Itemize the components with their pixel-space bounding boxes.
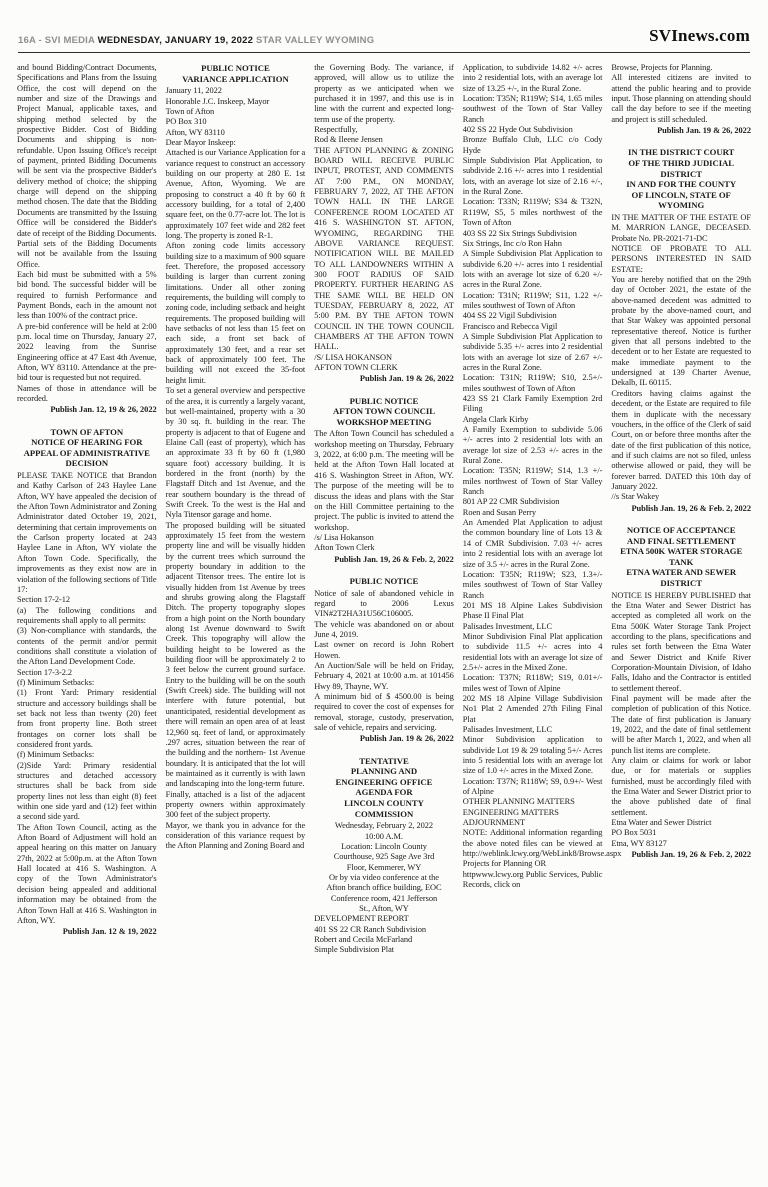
- notice-heading: TOWN OF AFTON NOTICE OF HEARING FOR APPEAL OF ADMINISTRATIVE DECISION: [23, 426, 150, 469]
- notice-paragraph: Minor Subdivision Final Plat application to subdivide 11.5 +/- acres into 4 residential lots with an average lot size of 2.5+/- acres in the Mixed Zone.: [462, 631, 603, 672]
- notice-heading: PUBLIC NOTICE VARIANCE APPLICATION: [182, 63, 289, 84]
- notice-paragraph: Angela Clark Kirby: [462, 414, 529, 424]
- notice-paragraph: httpwww.lcwy.org Public Services, Public Records, click on: [462, 869, 603, 890]
- masthead-region: STAR VALLEY WYOMING: [253, 35, 375, 46]
- notice-paragraph: Simple Subdivision Plat Application, to subdivide 2.16 +/- acres into 1 residential lots, with an average lot size of 2.16 +/-, in the Rural Zone.: [462, 156, 603, 197]
- notice-paragraph: /S/ LISA HOKANSON: [314, 352, 392, 362]
- notice-paragraph: Roen and Susan Perry: [462, 507, 536, 517]
- notice-paragraph: PLEASE TAKE NOTICE that Brandon and Kathy Carlson of 243 Haylee Lane Afton, WY have appealed the decision of the Afton Town Administrator and Zoning Administrator dated October 19, 2021, determining that certain improvements on the Carlson property located at 243 Haylee Lane in Afton, WY violate the Afton Town Code. Specifically, the improvements as they exist now are in violation of the following sections of Title 17:: [17, 471, 157, 594]
- publish-line: Publish Jan. 19, 26 & Feb. 2, 2022: [334, 554, 454, 564]
- notice-paragraph: Each bid must be submitted with a 5% bid bond. The successful bidder will be required to furnish Performance and Payment Bonds, each in the amount not less than 100% of the contract price.: [17, 269, 157, 321]
- publish-line: Publish Jan. 19, 26 & Feb. 2, 2022: [631, 850, 751, 860]
- notice-paragraph: Location: T35N; R119W; S14, 1.65 miles southwest of the Town of Star Valley Ranch: [462, 94, 603, 124]
- notice-paragraph: the Governing Body. The variance, if approved, will allow us to utilize the property as we anticipated when we purchased it in 1997, and this use is in line with the current and expected long-term use of the property.: [314, 63, 454, 124]
- notice-paragraph: Honorable J.C. Inskeep, Mayor: [165, 96, 270, 106]
- notice-paragraph: NOTICE OF PROBATE TO ALL PERSONS INTERESTED IN SAID ESTATE:: [611, 244, 751, 274]
- notice-paragraph: Location: T33N; R119W; S34 & T32N, R119W, S5, 5 miles northwest of the Town of Afton: [462, 197, 603, 228]
- notice-paragraph: Afton, WY 83110: [165, 127, 225, 137]
- notice-paragraph: 423 SS 21 Clark Family Exemption 2rd Filing: [462, 394, 603, 414]
- notice-heading: PUBLIC NOTICE AFTON TOWN COUNCIL WORKSHOP MEETING: [333, 395, 435, 427]
- notice-paragraph: PO Box 5031: [611, 828, 657, 838]
- masthead-left: [18, 35, 374, 46]
- notice-paragraph: ENGINEERING MATTERS: [462, 807, 559, 817]
- publish-line: Publish Jan. 19 & 26, 2022: [657, 126, 751, 136]
- notice-paragraph: Final payment will be made after the completion of publication of this Notice. The date of first publication is January 19, 2022, and the date of final settlement will be after March 1, 2022, and when all punch list items are complete.: [611, 693, 751, 755]
- notice-paragraph: Minor Subdivision application to subdivide Lot 19 & 29 totaling 5+/- Acres into 5 residential lots with an average lot size of 1.0 +/- acres in the Mixed Zone.: [462, 735, 603, 776]
- notice-paragraph: NOTICE IS HEREBY PUBLISHED that the Etna Water and Sewer District has accepted as completed all work on the Etna 500K Water Storage Tank Project according to the plans, specifications and rules set forth between the Etna Water and Sewer District and Knife River Corporation-Mountain Division, of Idaho Falls, Idaho and the Contractor is entitled to settlement thereof.: [611, 590, 751, 693]
- notice-heading: NOTICE OF ACCEPTANCE AND FINAL SETTLEMENT ETNA 500K WATER STORAGE TANK ETNA WATER AND SEWER DISTRICT: [620, 524, 743, 588]
- notice-paragraph: Francisco and Rebecca Vigil: [462, 321, 558, 331]
- notice-paragraph: Afton zoning code limits accessory building size to a maximum of 900 square feet. Therefore, the proposed accessory building is larger than current zoning limitations. Under all other zoning requirements, the building will comply to zoning code, including setback and height requirements. The proposed building will have setbacks of not less than 15 feet on each side, a front set back of approximately 130 feet, and a rear set back of approximately 100 feet. The building will not exceed the 35-foot height limit.: [165, 241, 306, 385]
- notice-paragraph: Dear Mayor Inskeep:: [165, 137, 236, 147]
- notice-paragraph: Names of those in attendance will be recorded.: [17, 383, 157, 403]
- notice-paragraph: Creditors having claims against the decedent, or the Estate are required to file them in duplicate with the necessary vouchers, in the office of the Clerk of said Court, on or before three months after the date of the first publication of this notice, and if such claims are not so filed, unless otherwise allowed or paid, they will be forever barred. DATED this 10th day of January 2022.: [611, 388, 751, 491]
- notice-paragraph: Etna Water and Sewer District: [611, 818, 712, 828]
- publish-line: Publish Jan. 12 & 19, 2022: [62, 927, 157, 937]
- notice-paragraph: 202 MS 18 Alpine Village Subdivision No1 Plat 2 Amended 27th Filing Final Plat: [462, 693, 603, 724]
- notice-paragraph: 801 AP 22 CMR Subdivision: [462, 497, 560, 507]
- masthead-date: WEDNESDAY, JANUARY 19, 2022: [97, 35, 254, 46]
- notice-paragraph: Etna, WY 83127: [611, 838, 667, 848]
- notice-paragraph: PO Box 310: [165, 117, 207, 127]
- notice-paragraph: Town of Afton: [165, 106, 215, 116]
- notice-paragraph: DEVELOPMENT REPORT: [314, 914, 409, 924]
- notice-paragraph: Any claim or claims for work or labor due, or for materials or supplies furnished, must be accordingly filed with the Etna Water and Sewer District prior to the above published date of final settlement.: [611, 756, 751, 817]
- notice-paragraph: (f) Minimum Setbacks:: [17, 677, 95, 687]
- notice-paragraph: The Afton Town Council, acting as the Afton Board of Adjustment will hold an appeal hearing on this matter on January 27th, 2022 at 5:00p.m. at the Afton Town Hall located at 416 S. Washington. A copy of the Town Administrator's decision being appealed and additional information may be obtained from the Afton Town Hall at 416 S. Washington in Afton, WY.: [17, 822, 157, 925]
- column-4: [462, 63, 622, 891]
- notice-paragraph: NOTE: Additional information regarding the above noted files can be viewed at http://weblink.lcwy.org/WebLink8/Browse.aspx Projects for Planning OR: [462, 828, 622, 869]
- notice-paragraph: Section 17-3-2.2: [17, 667, 73, 677]
- notice-paragraph: The vehicle was abandoned on or about June 4, 2019.: [314, 619, 454, 639]
- notice-paragraph: ADJOURNMENT: [462, 818, 526, 828]
- notice-paragraph: A pre-bid conference will be held at 2:00 p.m. local time on Thursday, January 27, 2022 leaving from the Sunrise Engineering office at 47 East 4th Avenue, Afton, WY 83110. Attendance at the pre-bid tour is requested but not required.: [17, 321, 157, 383]
- notice-paragraph: Last owner on record is John Robert Howen.: [314, 640, 454, 660]
- notice-paragraph: Section 17-2-12: [17, 595, 70, 605]
- notice-paragraph: AFTON TOWN CLERK: [314, 362, 398, 372]
- masthead-site-logo: SVInews.com: [649, 26, 750, 45]
- column-3: [314, 63, 454, 956]
- notice-paragraph: IN THE MATTER OF THE ESTATE OF M. MARRION LANGE, DECEASED. Probate No. PR-2021-71-DC: [611, 212, 751, 243]
- notice-paragraph: (f) Minimum Setbacks:: [17, 750, 95, 760]
- notice-paragraph: OTHER PLANNING MATTERS: [462, 797, 575, 807]
- notice-paragraph: 201 MS 18 Alpine Lakes Subdivision Phase II Final Plat: [462, 600, 603, 621]
- notice-paragraph: THE AFTON PLANNING & ZONING BOARD WILL RECEIVE PUBLIC INPUT, PROTEST, AND COMMENTS AT 7:00 P.M., ON MONDAY, FEBRUARY 7, 2022, AT THE AFTON TOWN HALL IN THE LARGE CONFERENCE ROOM LOCATED AT 416 S. WASHINGTON ST. AFTON, WYOMING, REGARDING THE ABOVE VARIANCE REQUEST. NOTIFICATION WILL BE MAILED TO ALL LANDOWNERS WITHIN A 300 FOOT RADIUS OF SAID PROPERTY. FURTHER HEARING AS THE SAME WILL BE HELD ON TUESDAY, FEBRUARY 8, 2022, AT 5:00 P.M. BY THE AFTON TOWN COUNCIL IN THE TOWN COUNCIL CHAMBERS AT THE AFTON TOWN HALL.: [314, 145, 454, 352]
- notice-paragraph: Notice of sale of abandoned vehicle in regard to 2006 Lexus VIN#2T2HA31U56C106005.: [314, 588, 454, 619]
- notice-paragraph: (a) The following conditions and requirements shall apply to all permits:: [17, 605, 157, 625]
- notice-centered-block: Wednesday, February 2, 2022 10:00 A.M. Location: Lincoln County Courthouse, 925 Sage Ave 3rd Floor, Kemmerer, WY Or by via video conference at the Afton branch office building, EOC Conference room, 421 Jefferson St., Afton, WY: [326, 821, 442, 913]
- notice-paragraph: All interested citizens are invited to attend the public hearing and to provide input. Those planning on attending should call the day before to see if the meeting and project is still scheduled.: [611, 73, 751, 124]
- notice-paragraph: To set a general overview and perspective of the area, it is currently a largely vacant, but well-maintained, property with a 30 by 30 sq. ft. building in the rear. The property is adjacent to that of Eugene and Elaine Call (east of property), which has an approximate 33 ft by 60 ft (1,980 square foot) accessory building. It is bordered in the front (north) by the Flagstaff Ditch and 1st Avenue, and the rear southern boundary is the thread of Swift Creek. To the west is the Hal and Nyla Titensor garage and home.: [165, 386, 306, 520]
- public-notices-columns: [0, 61, 768, 956]
- notice-paragraph: The Afton Town Council has scheduled a workshop meeting on Thursday, February 3, 2022, at 6:00 p.m. The meeting will be held at the Afton Town Hall located at 416 S. Washington Street in Afton, WY. The purpose of the meeting will be to discuss the ideas and plans with the Star on the Hill Committee pertaining to the project. The public is invited to attend the workshop.: [314, 429, 454, 532]
- column-1: [17, 63, 157, 947]
- notice-paragraph: (3) Non-compliance with standards, the contents of the permit and/or permit conditions shall constitute a violation of the Afton Land Development Code.: [17, 626, 157, 667]
- notice-paragraph: Finally, attached is a list of the adjacent property owners within approximately 300 feet of the subject property.: [165, 789, 306, 820]
- notice-paragraph: An Amended Plat Application to adjust the common boundary line of Lots 13 & 14 of CMR Subdivision. 7.03 +/- acres into 2 residential lots with an average lot size of 3.5 +/- acres in the Rural Zone.: [462, 518, 603, 569]
- publish-line: Publish Jan. 19, 26 & Feb. 2, 2022: [631, 503, 751, 513]
- publish-line: Publish Jan. 12, 19 & 26, 2022: [50, 405, 157, 415]
- notice-paragraph: A minimum bid of $ 4500.00 is being required to cover the cost of expenses for removal, storage, custody, preservation, sale of vehicle, repairs and servicing.: [314, 691, 454, 732]
- masthead-rule: [18, 52, 750, 53]
- notice-paragraph: Application, to subdivide 14.82 +/- acres into 2 residential lots, with an average lot size of 13.25 +/-, in the Rural Zone.: [462, 63, 603, 93]
- notice-paragraph: Afton Town Clerk: [314, 543, 375, 553]
- notice-paragraph: Browse, Projects for Planning.: [611, 63, 713, 72]
- column-5: [611, 63, 751, 869]
- notice-paragraph: Simple Subdivision Plat: [314, 945, 395, 955]
- notice-paragraph: An Auction/Sale will be held on Friday, February 4, 2021 at 10:00 a.m. at 101456 Hwy 89, Thayne, WY.: [314, 660, 454, 691]
- notice-paragraph: Six Strings, Inc c/o Ron Hahn: [462, 238, 562, 248]
- notice-paragraph: Attached is our Variance Application for a variance request to construct an accessory building on our property at 280 E. 1st Avenue, Afton, Wyoming. We are proposing to construct a 40 ft by 60 ft accessory building, for a total of 2,400 square feet, on the 0.77-acre lot. The lot is approximately 107 feet wide and 282 feet long. The property is zoned R-1.: [165, 148, 306, 240]
- notice-paragraph: Bronze Buffalo Club, LLC c/o Cody Hyde: [462, 135, 603, 155]
- notice-paragraph: (1) Front Yard: Primary residential structure and accessory buildings shall be set back not less than twenty (20) feet from front property line. Both street frontages on corner lots shall be considered front yards.: [17, 688, 157, 749]
- page-number-label: 16A - SVI MEDIA: [18, 35, 98, 46]
- notice-paragraph: (2)Side Yard: Primary residential structures and detached accessory structures shall be back from side property lines not less than eight (8) feet within one side yard and (12) feet within a second side yard.: [17, 760, 157, 822]
- notice-paragraph: A Family Exemption to subdivide 5.06 +/- acres into 2 residential lots with an average lot size of 2.53 +/- acres in the Rural Zone.: [462, 425, 603, 466]
- notice-paragraph: You are hereby notified that on the 29th day of October 2021, the estate of the above-named decedent was admitted to probate by the above-named court, and that Star Wakey was appointed personal representative thereof. Notice is further given that all persons indebted to the decedent or to her Estate are requested to make immediate payment to the undersigned at 139 Charter Avenue, Dekalb, IL 60115.: [611, 275, 751, 388]
- notice-heading: TENTATIVE PLANNING AND ENGINEERING OFFICE AGENDA FOR LINCOLN COUNTY COMMISSION: [335, 755, 433, 819]
- notice-heading: PUBLIC NOTICE: [349, 575, 419, 586]
- column-2: [166, 63, 306, 852]
- publish-line: Publish Jan. 19 & 26, 2022: [359, 734, 454, 744]
- notice-heading: IN THE DISTRICT COURT OF THE THIRD JUDICIAL DISTRICT IN AND FOR THE COUNTY OF LINCOLN, STATE OF WYOMING: [626, 147, 737, 211]
- notice-paragraph: 404 SS 22 Vigil Subdivision: [462, 311, 557, 321]
- notice-paragraph: Location: T37N; R118W; S9, 0.9+/- West of Alpine: [462, 776, 603, 797]
- notice-paragraph: Location: T37N; R118W; S19, 0.01+/- miles west of Town of Alpine: [462, 673, 603, 693]
- notice-paragraph: Location: T31N; R119W; S10, 2.5+/- miles southwest of Town of Afton: [462, 373, 603, 393]
- notice-paragraph: //s Star Wakey: [611, 492, 660, 502]
- notice-paragraph: Mayor, we thank you in advance for the consideration of this variance request by the Afton Planning and Zoning Board and: [165, 820, 306, 851]
- notice-paragraph: Palisades Investment, LLC: [462, 725, 553, 734]
- notice-paragraph: 402 SS 22 Hyde Out Subdivision: [462, 125, 573, 135]
- notice-paragraph: Robert and Cecila McFarland: [314, 935, 413, 944]
- notice-paragraph: Location: T31N; R119W; S11, 1.22 +/- miles southwest of Town of Afton: [462, 290, 603, 310]
- notice-paragraph: Location: T35N; R119W; S14, 1.3 +/- miles northwest of Town of Star Valley Ranch: [462, 466, 603, 497]
- notice-paragraph: and bound Bidding/Contract Documents, Specifications and Plans from the Issuing Office, the cost will depend on the number and size of the Drawings and Project Manual, applicable taxes, and shipping method selected by the prospective Bidder. Cost of Bidding Documents and shipping is non-refundable. Upon Issuing Office's receipt of payment, printed Bidding Documents will be sent via the prospective Bidder's delivery method of choice; the shipping charge will depend on the shipping method chosen. The date that the Bidding Documents are transmitted by the Issuing Office will be considered the Bidder's date of receipt of the Bidding Documents. Partial sets of the Bidding Documents will not be available from the Issuing Office.: [17, 63, 157, 269]
- notice-paragraph: January 11, 2022: [165, 86, 222, 96]
- notice-paragraph: Palisades Investment, LLC: [462, 621, 553, 631]
- notice-paragraph: Respectfully,: [314, 125, 358, 135]
- notice-paragraph: /s/ Lisa Hokanson: [314, 532, 374, 542]
- masthead: [0, 0, 768, 50]
- notice-paragraph: A Simple Subdivision Plat Application to subdivide 5.35 +/- acres into 2 residential lots with an average lot size of 2.67 +/- acres in the Rural Zone.: [462, 331, 603, 372]
- notice-paragraph: 401 SS 22 CR Ranch Subdivision: [314, 924, 426, 934]
- notice-paragraph: 403 SS 22 Six Strings Subdivision: [462, 228, 577, 238]
- notice-paragraph: Rod & Ileene Jensen: [314, 135, 383, 145]
- notice-paragraph: A Simple Subdivision Plat Application to subdivide 6.20 +/- acres into 1 residential lots with an average lot size of 6.20 +/- acres in the Rural Zone.: [462, 249, 603, 290]
- publish-line: Publish Jan. 19 & 26, 2022: [359, 374, 454, 384]
- notice-paragraph: The proposed building will be situated approximately 15 feet from the western property line and will be visually hidden by the current trees which surround the property boundary in addition to the adjacent Titensor trees. The entire lot is visually hidden from 1st Avenue by trees and shrubs growing along the Flagstaff Ditch. The property topography slopes from a high point on the North boundary along 1st Avenue downward to Swift Creek. This topography will allow the building height to be lowered as the building floor will be approximately 2 to 3 feet below the current ground surface. Entry to the building will be on the south (Swift Creek) side. The building will not interfere with future potential, but unanticipated, residential development as there will remain an open area of at least 12,960 sq. feet of land, or approximately .297 acres, situation between the rear of the building and the northern- 1st Avenue boundary. It is anticipated that the lot will be maintained as it currently is with lawn and landscaping into the long-term future.: [165, 520, 306, 789]
- notice-paragraph: Location: T35N; R119W; S23, 1.3+/- miles southwest of Town of Star Valley Ranch: [462, 569, 603, 600]
